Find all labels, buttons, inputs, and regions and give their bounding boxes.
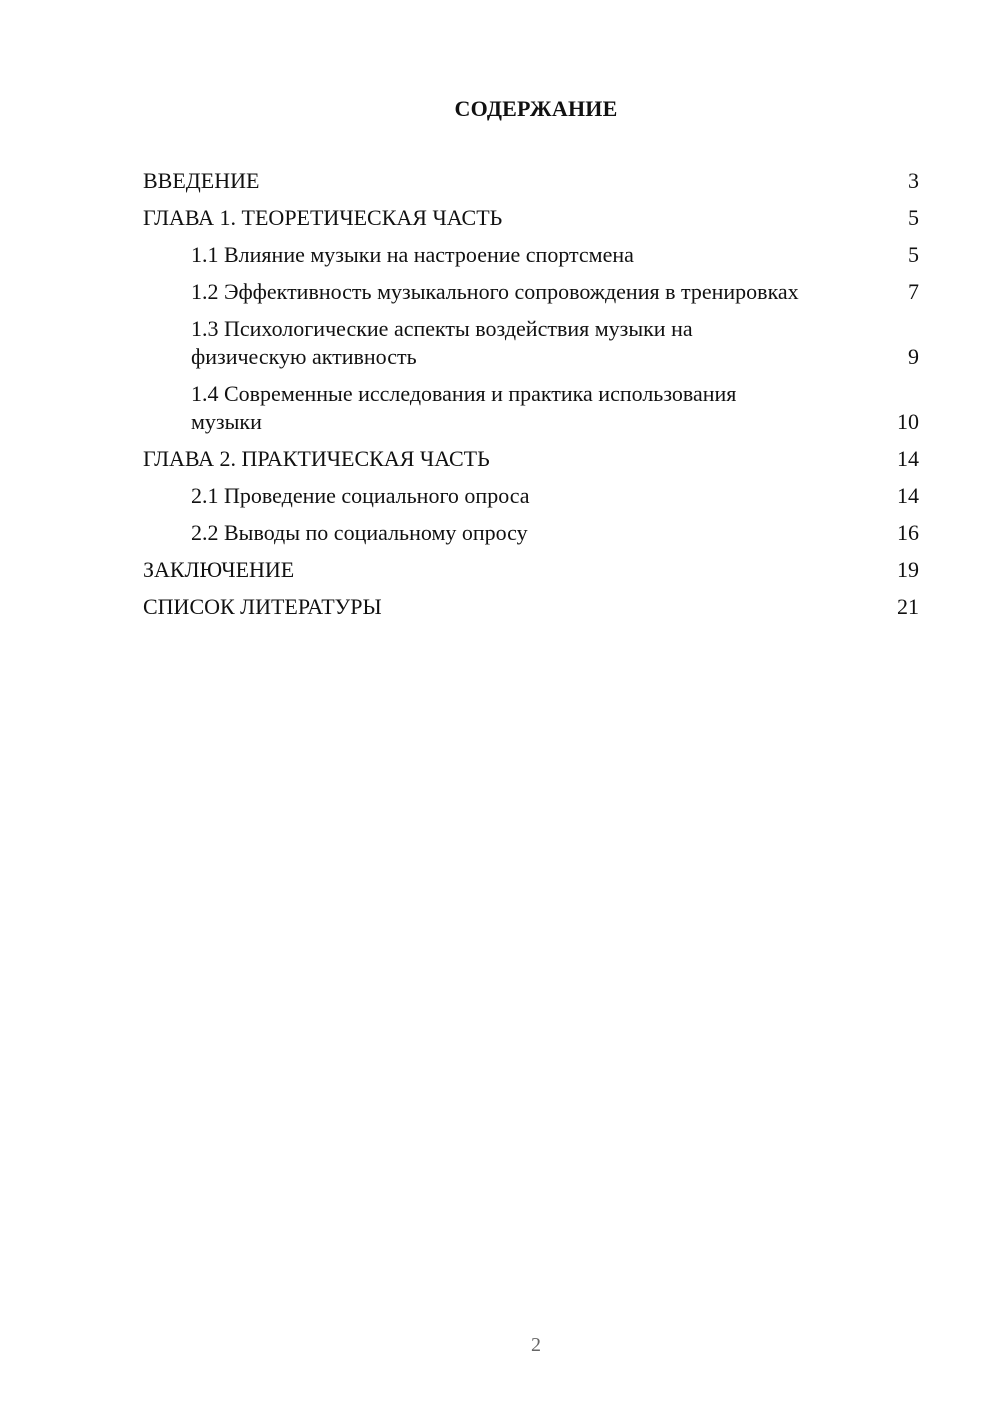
toc-entry-title: 1.3 Психологические аспекты воздействия музыки на физическую активность xyxy=(191,316,693,369)
toc-entry-chapter-2 xyxy=(143,445,919,473)
toc-entry-references xyxy=(143,593,919,621)
toc-entry-title: 1.2 Эффективность музыкального сопровождения в тренировках xyxy=(191,279,799,304)
toc-heading: СОДЕРЖАНИЕ xyxy=(454,96,618,121)
toc-entry-page: 21 xyxy=(897,594,919,619)
toc-entry-title: 1.4 Современные исследования и практика использования музыки xyxy=(191,381,737,434)
toc-entry-section-1-1 xyxy=(143,241,919,269)
toc-entry-conclusion xyxy=(143,556,919,584)
toc-entry-page: 3 xyxy=(908,168,919,193)
toc-entry-page: 9 xyxy=(908,344,919,369)
toc-entry-page: 10 xyxy=(897,409,919,434)
toc-entry-chapter-1 xyxy=(143,204,919,232)
toc-entry-section-1-4 xyxy=(143,380,919,436)
toc-entry-section-2-2 xyxy=(143,519,919,547)
toc-entry-page: 19 xyxy=(897,557,919,582)
toc-entry-title: ГЛАВА 1. ТЕОРЕТИЧЕСКАЯ ЧАСТЬ xyxy=(143,205,503,230)
toc-entry-title: ЗАКЛЮЧЕНИЕ xyxy=(143,557,295,582)
toc-entry-title: 2.2 Выводы по социальному опросу xyxy=(191,520,528,545)
toc-entry-title: ВВЕДЕНИЕ xyxy=(143,168,260,193)
toc-entry-section-2-1 xyxy=(143,482,919,510)
toc-entry-page: 14 xyxy=(897,483,919,508)
toc-entry-page: 16 xyxy=(897,520,919,545)
toc-entry-introduction xyxy=(143,167,919,195)
toc-entry-title: 2.1 Проведение социального опроса xyxy=(191,483,530,508)
toc-entry-section-1-2 xyxy=(143,278,919,306)
table-of-contents xyxy=(143,167,919,621)
toc-entry-title: СПИСОК ЛИТЕРАТУРЫ xyxy=(143,594,382,619)
page-number: 2 xyxy=(531,1334,541,1356)
toc-entry-title: 1.1 Влияние музыки на настроение спортсмена xyxy=(191,242,634,267)
toc-entry-section-1-3 xyxy=(143,315,919,371)
toc-entry-page: 5 xyxy=(908,242,919,267)
toc-entry-page: 7 xyxy=(908,279,919,304)
toc-entry-page: 5 xyxy=(908,205,919,230)
toc-entry-page: 14 xyxy=(897,446,919,471)
toc-entry-title: ГЛАВА 2. ПРАКТИЧЕСКАЯ ЧАСТЬ xyxy=(143,446,490,471)
